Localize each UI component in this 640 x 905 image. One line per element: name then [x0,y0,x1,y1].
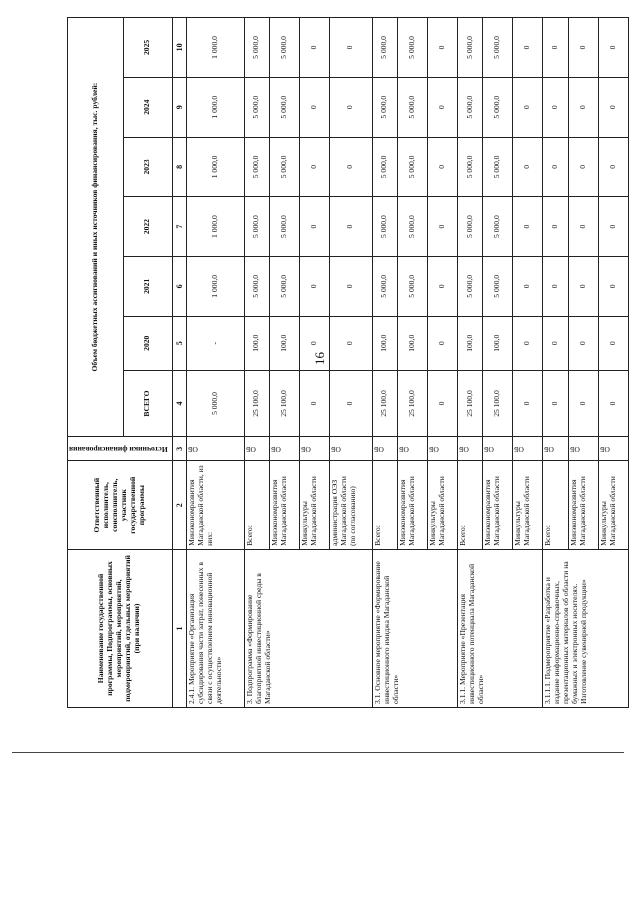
cell-year-value: 1 000,0 [187,18,245,78]
cell-year-value: 0 [513,197,543,257]
cell-year-value: 0 [300,197,330,257]
cell-executor: Минкультуры Магаданской области [513,461,543,549]
cell-total: 0 [513,370,543,436]
cell-year-value: 5 000,0 [244,197,269,257]
cell-year-value: 1 000,0 [187,197,245,257]
cell-year-value: 5 000,0 [244,18,269,78]
table-row [457,18,482,708]
cell-total: 25 100,0 [398,370,428,436]
cell-source [513,437,543,461]
cell-year-value: 1 000,0 [187,137,245,197]
cell-year-value: 5 000,0 [457,197,482,257]
cell-source [398,437,428,461]
cell-source-text: ОБ [331,445,341,455]
cell-year-value: 0 [330,197,373,257]
cell-year-value: 100,0 [270,316,300,370]
cell-year-value: 5 000,0 [483,256,513,316]
cell-year-value: 5 000,0 [483,77,513,137]
financing-table [67,17,629,708]
column-number-row [172,18,186,708]
cell-year-value: - [187,316,245,370]
cell-executor: Минэкономразвития Магаданской области [398,461,428,549]
header-year: 2025 [123,18,172,78]
cell-source-text: ОБ [399,445,409,455]
header-name: Наименование государственной программы, Подпрограммы, основных мероприятий, мероприятий, подмероприятий, отдельных мероприятий (при наличии) [68,549,173,707]
cell-executor: Минэкономразвития Магаданской области, из них: [187,461,245,549]
table-row [187,18,245,708]
cell-year-value: 5 000,0 [270,18,300,78]
cell-executor: Минэкономразвития Магаданской области [568,461,598,549]
cell-year-value: 0 [543,137,568,197]
cell-year-value: 0 [300,77,330,137]
cell-source [483,437,513,461]
cell-year-value: 0 [598,137,628,197]
cell-year-value: 0 [568,197,598,257]
cell-year-value: 0 [598,77,628,137]
cell-source-text: ОБ [569,445,580,455]
cell-name: 3.1. Основное мероприятие «Формирование инвестиционного имиджа Магаданской области» [372,549,457,707]
cell-executor: администрация ОЭЗ Магаданской области (по согласованию) [330,461,373,549]
column-number: 1 [172,549,186,707]
cell-year-value: 0 [513,256,543,316]
cell-source [457,437,482,461]
header-executor: Ответственный исполнитель, соисполнитель, участник государственной программы [68,461,173,549]
cell-year-value: 0 [300,316,330,370]
header-source [68,437,173,461]
cell-source [568,437,598,461]
cell-year-value: 5 000,0 [457,256,482,316]
cell-executor: Всего: [244,461,269,549]
financing-table-wrapper [67,17,617,708]
header-year: 2024 [123,77,172,137]
cell-source-text: ОБ [458,445,469,455]
cell-year-value: 0 [513,316,543,370]
cell-year-value: 5 000,0 [372,197,397,257]
cell-source-text: ОБ [301,445,311,455]
cell-source [300,437,330,461]
cell-year-value: 5 000,0 [457,77,482,137]
header-year: 2023 [123,137,172,197]
cell-executor: Минкультуры Магаданской области [598,461,628,549]
cell-year-value: 0 [598,197,628,257]
cell-year-value: 0 [330,137,373,197]
column-number: 6 [172,256,186,316]
cell-source-text: ОБ [544,445,555,455]
column-number: 2 [172,461,186,549]
cell-year-value: 0 [428,197,458,257]
cell-year-value: 5 000,0 [270,197,300,257]
cell-source-text: ОБ [188,445,198,455]
cell-year-value: 1 000,0 [187,77,245,137]
cell-total: 0 [568,370,598,436]
cell-year-value: 5 000,0 [372,77,397,137]
column-number: 8 [172,137,186,197]
cell-year-value: 0 [428,18,458,78]
column-number: 4 [172,370,186,436]
cell-year-value: 5 000,0 [244,137,269,197]
cell-year-value: 0 [513,137,543,197]
cell-total: 0 [428,370,458,436]
cell-year-value: 0 [330,316,373,370]
table-row [543,18,568,708]
cell-year-value: 5 000,0 [244,77,269,137]
cell-year-value: 5 000,0 [372,18,397,78]
header-year: 2020 [123,316,172,370]
cell-year-value: 5 000,0 [398,18,428,78]
cell-total: 0 [300,370,330,436]
cell-total: 25 100,0 [244,370,269,436]
column-number: 5 [172,316,186,370]
rotated-table-area [67,17,617,708]
column-number: 9 [172,77,186,137]
cell-year-value: 0 [428,316,458,370]
cell-year-value: 0 [428,77,458,137]
cell-year-value: 5 000,0 [270,256,300,316]
cell-year-value: 100,0 [483,316,513,370]
cell-source-text: ОБ [245,445,256,455]
cell-year-value: 0 [568,18,598,78]
cell-source [372,437,397,461]
cell-source [598,437,628,461]
cell-total: 25 100,0 [457,370,482,436]
header-source-text: Источники финансирования [69,445,168,455]
cell-executor: Минэкономразвития Магаданской области [270,461,300,549]
cell-year-value: 0 [513,18,543,78]
cell-executor: Всего: [372,461,397,549]
table-body [187,18,629,708]
cell-year-value: 5 000,0 [398,137,428,197]
cell-year-value: 0 [330,18,373,78]
cell-source-text: ОБ [271,445,281,455]
cell-total: 0 [598,370,628,436]
cell-source [244,437,269,461]
cell-source [330,437,373,461]
cell-year-value: 5 000,0 [483,137,513,197]
cell-total: 0 [330,370,373,436]
cell-year-value: 0 [330,77,373,137]
header-funding-group: Объем бюджетных ассигнований и иных источников финансирования, тыс. рублей: [68,18,124,437]
cell-year-value: 5 000,0 [483,197,513,257]
cell-year-value: 5 000,0 [398,197,428,257]
cell-year-value: 5 000,0 [270,77,300,137]
cell-year-value: 0 [428,256,458,316]
header-year: 2022 [123,197,172,257]
cell-year-value: 100,0 [372,316,397,370]
cell-year-value: 0 [568,77,598,137]
cell-executor: Всего: [543,461,568,549]
cell-year-value: 5 000,0 [483,18,513,78]
cell-year-value: 100,0 [244,316,269,370]
cell-source [270,437,300,461]
cell-source-text: ОБ [373,445,384,455]
column-number: 10 [172,18,186,78]
cell-year-value: 5 000,0 [398,77,428,137]
table-row [372,18,397,708]
cell-executor: Всего: [457,461,482,549]
cell-source-text: ОБ [599,445,610,455]
cell-year-value: 0 [543,77,568,137]
cell-year-value: 0 [543,256,568,316]
cell-year-value: 5 000,0 [372,137,397,197]
cell-source-text: ОБ [429,445,439,455]
cell-year-value: 1 000,0 [187,256,245,316]
cell-executor: Минэкономразвития Магаданской области [483,461,513,549]
column-number: 7 [172,197,186,257]
cell-total: 5 000,0 [187,370,245,436]
cell-source [428,437,458,461]
cell-year-value: 0 [598,256,628,316]
cell-year-value: 0 [598,316,628,370]
cell-year-value: 0 [300,18,330,78]
cell-name: 3. Подпрограмма «Формирование благоприятной инвестиционной среды в Магаданской области» [244,549,372,707]
cell-year-value: 0 [300,256,330,316]
cell-year-value: 5 000,0 [372,256,397,316]
cell-year-value: 5 000,0 [244,256,269,316]
cell-year-value: 5 000,0 [270,137,300,197]
cell-year-value: 0 [330,256,373,316]
cell-year-value: 5 000,0 [457,137,482,197]
cell-source [187,437,245,461]
cell-year-value: 0 [568,256,598,316]
cell-source-text: ОБ [484,445,495,455]
cell-source-text: ОБ [514,445,525,455]
cell-year-value: 0 [568,137,598,197]
cell-year-value: 0 [543,197,568,257]
cell-name: 3.1.1.1. Подмероприятие «Разработка и издание информационно-справочных, презентационных материалов об области на бумажных и электронных носителях. Изготовление сувенирной продукции» [543,549,628,707]
cell-year-value: 0 [543,18,568,78]
page-number-text: 16 [312,352,327,365]
cell-year-value: 0 [300,137,330,197]
cell-year-value: 5 000,0 [398,256,428,316]
cell-year-value: 0 [598,18,628,78]
cell-total: 25 100,0 [270,370,300,436]
cell-total: 0 [543,370,568,436]
cell-year-value: 0 [428,137,458,197]
cell-total: 25 100,0 [372,370,397,436]
page-divider-line [12,752,624,753]
cell-year-value: 0 [543,316,568,370]
cell-source [543,437,568,461]
header-total: ВСЕГО [123,370,172,436]
cell-year-value: 100,0 [398,316,428,370]
header-year: 2021 [123,256,172,316]
cell-executor: Минкультуры Магаданской области [428,461,458,549]
cell-year-value: 0 [513,77,543,137]
cell-name: 3.1.1. Мероприятие «Презентация инвестиционного потенциала Магаданской области» [457,549,542,707]
cell-name: 2.4.1. Мероприятие «Организация субсидирования части затрат, понесенных в связи с осуществлением инновационной деятельности» [187,549,245,707]
table-row [244,18,269,708]
cell-executor: Минкультуры Магаданской области [300,461,330,549]
column-number: 3 [172,437,186,461]
cell-year-value: 100,0 [457,316,482,370]
cell-year-value: 0 [568,316,598,370]
cell-year-value: 5 000,0 [457,18,482,78]
cell-total: 25 100,0 [483,370,513,436]
